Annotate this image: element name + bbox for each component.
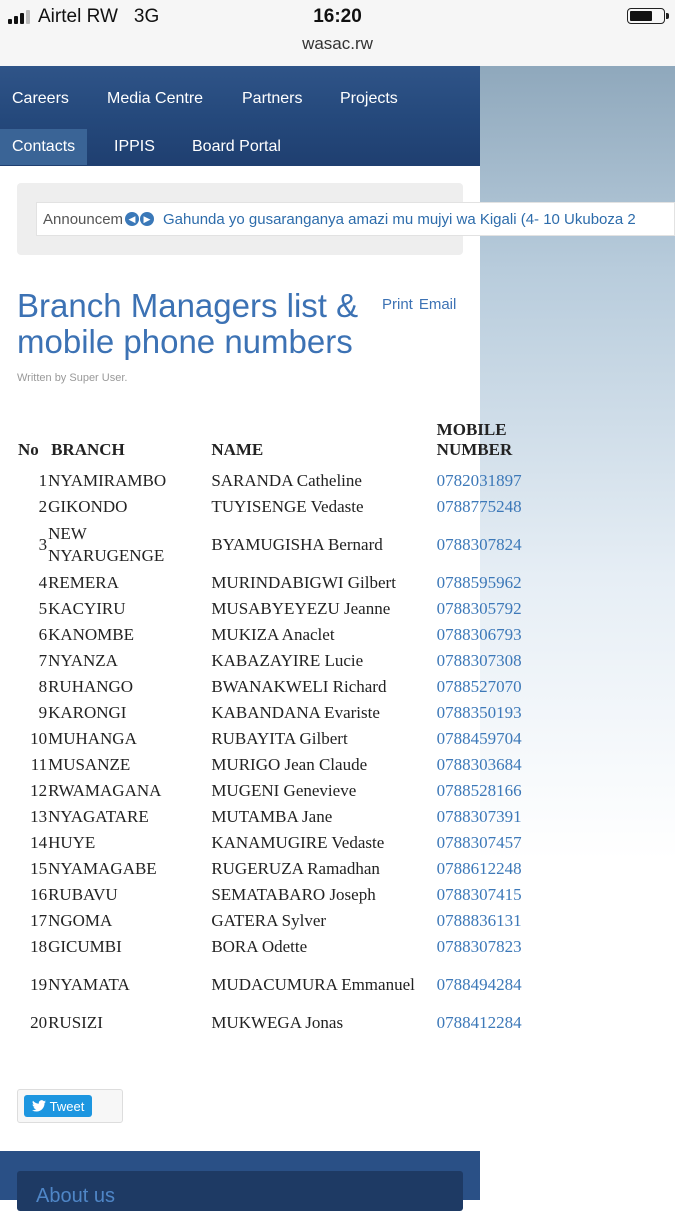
cell-no: 12 — [30, 781, 48, 800]
cell-mobile[interactable]: 0788307823 — [436, 937, 522, 956]
table-row — [14, 468, 534, 494]
cell-name: MUKIZA Anaclet — [211, 625, 335, 644]
cell-mobile[interactable]: 0788775248 — [436, 497, 522, 516]
cell-name: MUTAMBA Jane — [211, 807, 333, 826]
tweet-label: Tweet — [49, 1098, 85, 1114]
cell-name: SARANDA Catheline — [211, 471, 362, 490]
twitter-bird-icon — [32, 1100, 46, 1112]
cell-name: KABANDANA Evariste — [211, 703, 380, 722]
cell-no: 19 — [30, 975, 48, 994]
cell-mobile[interactable]: 0788612248 — [436, 859, 522, 878]
table-row — [14, 830, 534, 856]
nav-board-portal[interactable]: Board Portal — [192, 138, 281, 155]
cell-mobile[interactable]: 0788350193 — [436, 703, 522, 722]
cell-no: 16 — [30, 885, 48, 904]
table-row — [14, 520, 534, 570]
table-body — [14, 468, 534, 1036]
branch-managers-table — [14, 420, 534, 1036]
table-row — [14, 570, 534, 596]
cell-mobile[interactable]: 0788459704 — [436, 729, 522, 748]
print-link[interactable]: Print — [382, 296, 413, 313]
cell-mobile[interactable]: 0788528166 — [436, 781, 522, 800]
table-row — [14, 674, 534, 700]
cell-mobile[interactable]: 0788305792 — [436, 599, 522, 618]
cell-no: 11 — [30, 755, 48, 774]
cell-no: 3 — [38, 535, 48, 554]
main-nav — [0, 66, 480, 166]
cell-mobile[interactable]: 0788527070 — [436, 677, 522, 696]
address-bar[interactable]: wasac.rw — [302, 34, 373, 53]
header-no: No — [18, 440, 39, 459]
cell-name: RUGERUZA Ramadhan — [211, 859, 380, 878]
nav-contacts[interactable]: Contacts — [0, 129, 87, 165]
table-row — [14, 494, 534, 520]
table-row — [14, 856, 534, 882]
cell-no: 17 — [30, 911, 48, 930]
header-name: NAME — [211, 440, 264, 459]
network-type: 3G — [133, 6, 160, 27]
ticker-controls — [125, 212, 154, 226]
table-row — [14, 726, 534, 752]
cell-name: SEMATABARO Joseph — [211, 885, 376, 904]
cell-branch: KACYIRU — [48, 599, 126, 618]
cell-name: MUDACUMURA Emmanuel — [211, 975, 415, 994]
cell-branch: NYAGATARE — [48, 807, 149, 826]
cell-branch: NEW NYARUGENGE — [48, 524, 165, 565]
prev-arrow-icon[interactable]: ◀ — [125, 212, 139, 226]
cell-no: 5 — [38, 599, 48, 618]
cell-branch: GICUMBI — [48, 937, 122, 956]
cell-mobile[interactable]: 0788307415 — [436, 885, 522, 904]
cell-name: KANAMUGIRE Vedaste — [211, 833, 385, 852]
table-row — [14, 934, 534, 960]
cell-name: MURINDABIGWI Gilbert — [211, 573, 396, 592]
announcement-label: Announcem — [43, 211, 124, 228]
footer-panel — [17, 1171, 463, 1211]
cell-branch: NGOMA — [48, 911, 113, 930]
clock: 16:20 — [313, 6, 362, 27]
cell-mobile[interactable]: 0788307824 — [436, 535, 522, 554]
cell-branch: RUBAVU — [48, 885, 118, 904]
cell-mobile[interactable]: 0788303684 — [436, 755, 522, 774]
cell-branch: NYAMAGABE — [48, 859, 157, 878]
table-row — [14, 804, 534, 830]
header-branch: BRANCH — [51, 440, 125, 459]
cell-branch: NYAMIRAMBO — [48, 471, 167, 490]
nav-careers[interactable]: Careers — [12, 90, 69, 107]
cell-name: GATERA Sylver — [211, 911, 327, 930]
footer-title: About us — [36, 1185, 115, 1207]
cell-name: BYAMUGISHA Bernard — [211, 535, 383, 554]
cell-no: 10 — [30, 729, 48, 748]
cell-name: KABAZAYIRE Lucie — [211, 651, 364, 670]
cell-mobile[interactable]: 0782031897 — [436, 471, 522, 490]
cell-mobile[interactable]: 0788306793 — [436, 625, 522, 644]
cell-no: 1 — [38, 471, 48, 490]
table-row — [14, 700, 534, 726]
cell-no: 7 — [38, 651, 48, 670]
announcement-ticker — [36, 202, 675, 236]
tweet-widget — [17, 1089, 123, 1123]
tweet-button[interactable] — [24, 1095, 92, 1117]
cell-no: 8 — [38, 677, 48, 696]
cell-branch: GIKONDO — [48, 497, 128, 516]
table-row — [14, 908, 534, 934]
cell-name: MUKWEGA Jonas — [211, 1013, 344, 1032]
article-tools — [382, 296, 462, 313]
cell-mobile[interactable]: 0788494284 — [436, 975, 522, 994]
cell-name: MURIGO Jean Claude — [211, 755, 368, 774]
cell-mobile[interactable]: 0788307457 — [436, 833, 522, 852]
cell-no: 4 — [38, 573, 48, 592]
nav-media-centre[interactable]: Media Centre — [107, 90, 204, 107]
cell-branch: MUSANZE — [48, 755, 131, 774]
table-row — [14, 778, 534, 804]
status-bar — [0, 0, 675, 66]
cell-branch: REMERA — [48, 573, 119, 592]
cell-mobile[interactable]: 0788307308 — [436, 651, 522, 670]
nav-projects[interactable]: Projects — [340, 90, 398, 107]
email-link[interactable]: Email — [418, 296, 457, 313]
table-header-row — [14, 420, 534, 468]
cell-no: 6 — [38, 625, 48, 644]
cell-no: 14 — [30, 833, 48, 852]
table-row — [14, 596, 534, 622]
page-title: Branch Managers list & mobile phone numbers — [17, 287, 359, 360]
cell-branch: RWAMAGANA — [48, 781, 162, 800]
cell-mobile[interactable]: 0788307391 — [436, 807, 522, 826]
nav-ippis[interactable]: IPPIS — [114, 138, 155, 155]
cell-branch: KANOMBE — [48, 625, 135, 644]
table-row — [14, 882, 534, 908]
cell-name: MUSABYEYEZU Jeanne — [211, 599, 391, 618]
cell-name: MUGENI Genevieve — [211, 781, 357, 800]
table-row — [14, 1010, 534, 1036]
carrier-name: Airtel RW — [38, 6, 118, 27]
cell-branch: NYAMATA — [48, 975, 130, 994]
cell-name: TUYISENGE Vedaste — [211, 497, 364, 516]
cell-branch: HUYE — [48, 833, 96, 852]
author-line: Written by Super User. — [17, 372, 128, 384]
footer — [0, 1151, 480, 1207]
cell-mobile[interactable]: 0788412284 — [436, 1013, 522, 1032]
cell-branch: NYANZA — [48, 651, 118, 670]
cell-mobile[interactable]: 0788836131 — [436, 911, 522, 930]
cell-no: 13 — [30, 807, 48, 826]
next-arrow-icon[interactable]: ▶ — [140, 212, 154, 226]
cell-no: 15 — [30, 859, 48, 878]
cell-branch: RUSIZI — [48, 1013, 103, 1032]
cell-name: RUBAYITA Gilbert — [211, 729, 348, 748]
header-mobile: MOBILE NUMBER — [436, 420, 513, 459]
cell-name: BORA Odette — [211, 937, 308, 956]
cell-branch: KARONGI — [48, 703, 127, 722]
nav-partners[interactable]: Partners — [242, 90, 303, 107]
table-row — [14, 960, 534, 1010]
cell-branch: RUHANGO — [48, 677, 134, 696]
table-row — [14, 648, 534, 674]
cell-branch: MUHANGA — [48, 729, 137, 748]
cell-no: 18 — [30, 937, 48, 956]
cell-name: BWANAKWELI Richard — [211, 677, 387, 696]
cell-mobile[interactable]: 0788595962 — [436, 573, 522, 592]
announcement-link[interactable]: Gahunda yo gusaranganya amazi mu mujyi wa Kigali (4- 10 Ukuboza 2 — [163, 211, 636, 228]
table-row — [14, 622, 534, 648]
battery-icon — [627, 8, 665, 24]
table-row — [14, 752, 534, 778]
cell-no: 9 — [38, 703, 48, 722]
cell-no: 2 — [38, 497, 48, 516]
cell-no: 20 — [30, 1013, 48, 1032]
